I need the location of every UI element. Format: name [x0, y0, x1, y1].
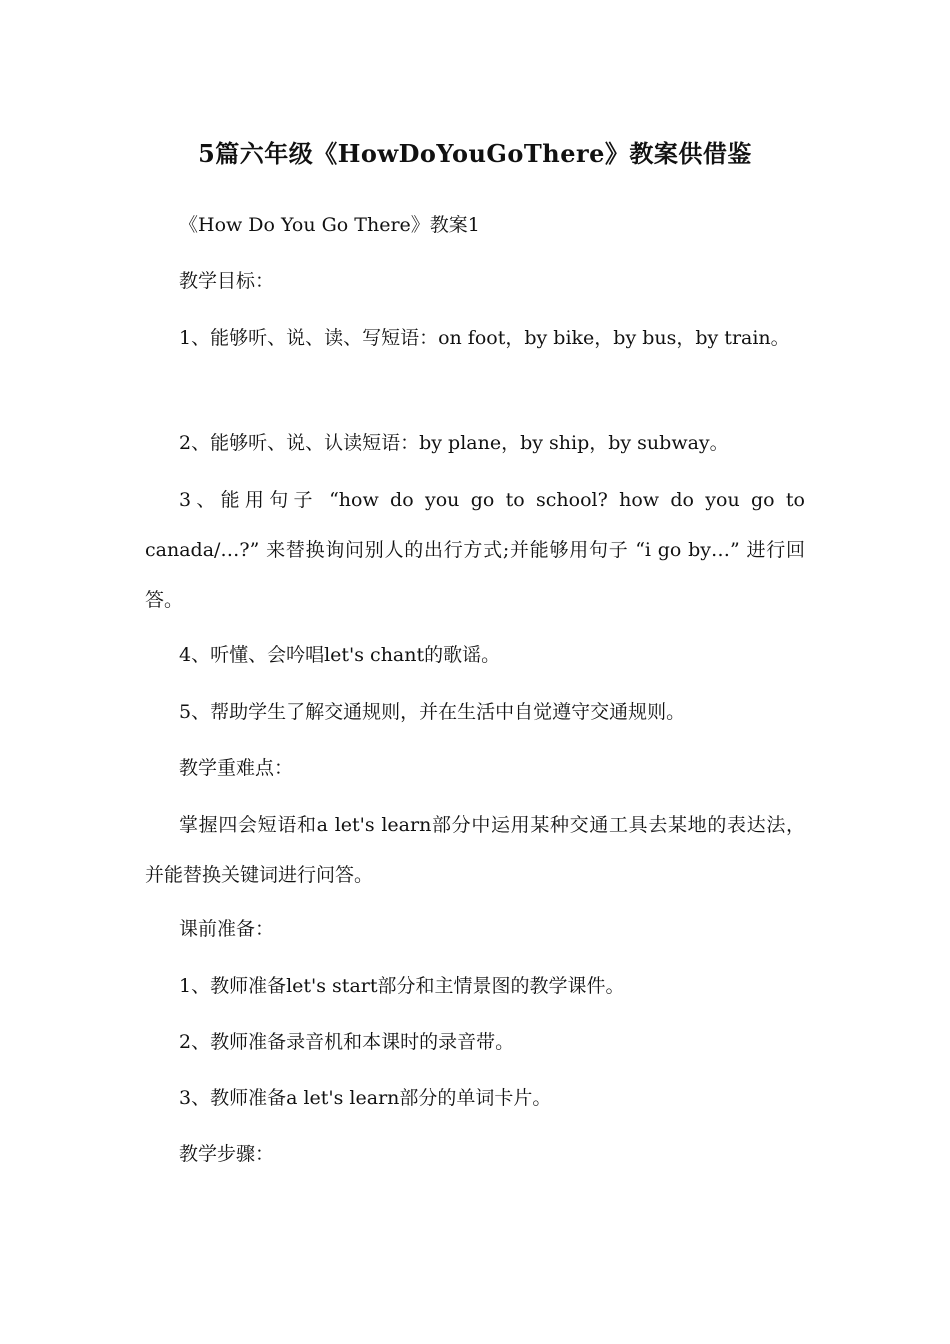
goal-item-1: 1、能够听、说、读、写短语：on foot，by bike，by bus，by train。 — [179, 327, 790, 349]
goal-item-3: 3、能用句子 “how do you go to school? how do you go to canada/…?” 来替换询问别人的出行方式;并能够用句子 “i go by…” 进行回答。 — [145, 489, 805, 611]
section-heading: 《How Do You Go There》教案1 — [179, 214, 480, 236]
goal-item-4: 4、听懂、会吟唱let's chant的歌谣。 — [179, 644, 501, 666]
key-points-label: 教学重难点： — [179, 757, 294, 779]
goal-item-2: 2、能够听、说、认读短语：by plane，by ship，by subway。 — [179, 432, 729, 454]
document-title: 5篇六年级《HowDoYouGoThere》教案供借鉴 — [198, 139, 752, 168]
teaching-goals-label: 教学目标： — [179, 270, 275, 292]
goal-item-5: 5、帮助学生了解交通规则，并在生活中自觉遵守交通规则。 — [179, 701, 686, 723]
preparation-item-1: 1、教师准备let's start部分和主情景图的教学课件。 — [179, 975, 625, 997]
preparation-label: 课前准备： — [179, 918, 275, 940]
preparation-item-3: 3、教师准备a let's learn部分的单词卡片。 — [179, 1087, 552, 1109]
key-points-text: 掌握四会短语和a let's learn部分中运用某种交通工具去某地的表达法，并能替换关键词进行问答。 — [145, 814, 805, 886]
preparation-item-2: 2、教师准备录音机和本课时的录音带。 — [179, 1031, 515, 1053]
teaching-steps-label: 教学步骤： — [179, 1143, 275, 1165]
